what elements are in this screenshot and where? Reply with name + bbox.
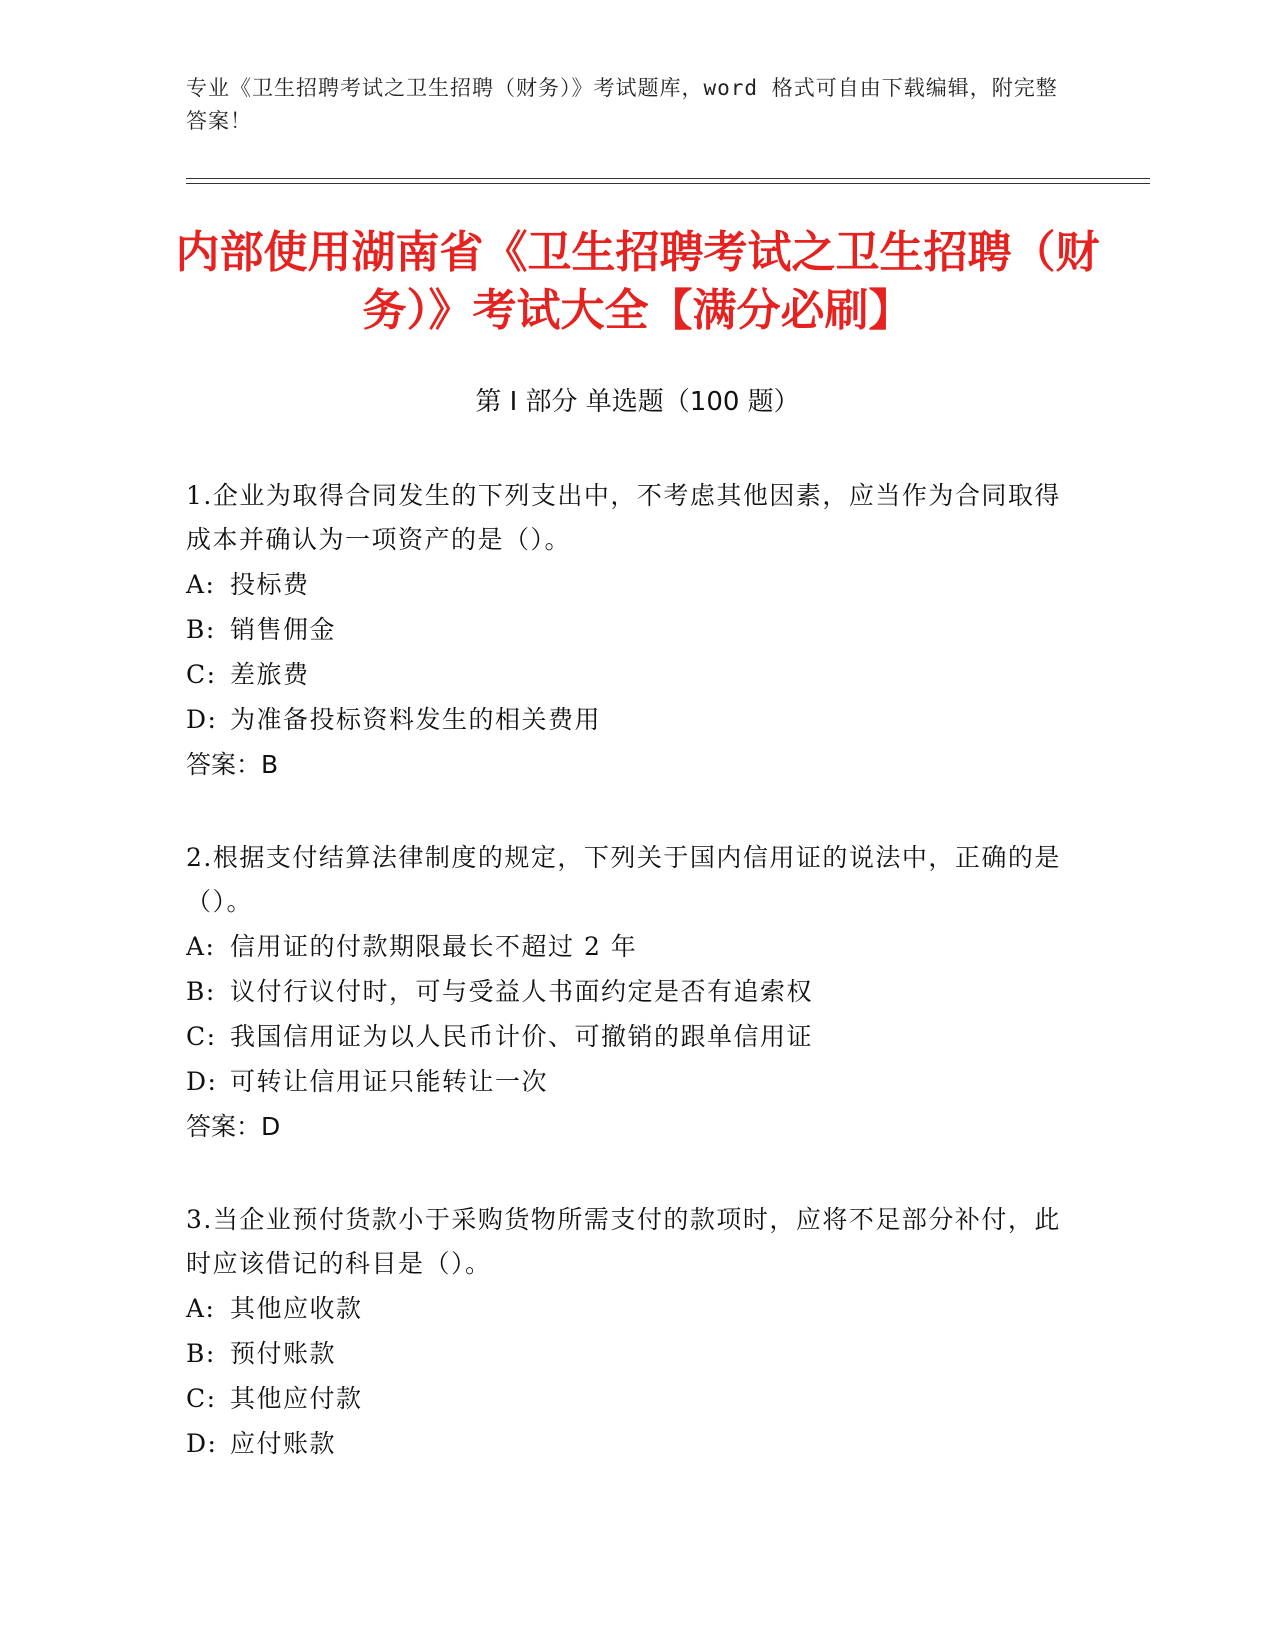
question-text: 3.当企业预付货款小于采购货物所需支付的款项时，应将不足部分补付，此时应该借记的科目是（）。	[186, 1205, 1061, 1278]
option-text: 为准备投标资料发生的相关费用	[230, 705, 602, 734]
option-key: A:	[186, 932, 216, 961]
document-title: 内部使用湖南省《卫生招聘考试之卫生招聘（财务）》考试大全【满分必刷】	[175, 227, 1100, 336]
option-a	[186, 562, 1066, 607]
option-text: 我国信用证为以人民币计价、可撤销的跟单信用证	[230, 1022, 814, 1051]
option-a	[186, 1286, 1066, 1331]
option-b	[186, 607, 1066, 652]
option-key: C:	[186, 1022, 217, 1051]
option-key: A:	[186, 1294, 216, 1323]
section-title: 第 I 部分 单选题（100 题）	[475, 387, 800, 417]
option-b	[186, 1331, 1066, 1376]
option-key: A:	[186, 570, 216, 599]
option-key: B:	[186, 1339, 216, 1368]
option-key: B:	[186, 977, 216, 1006]
question-2	[186, 836, 1066, 1149]
option-d	[186, 697, 1066, 742]
option-text: 差旅费	[230, 660, 310, 689]
header-divider-bottom	[186, 183, 1150, 184]
option-a	[186, 924, 1066, 969]
option-c	[186, 1014, 1066, 1059]
option-text: 销售佣金	[230, 615, 337, 644]
question-3	[186, 1198, 1066, 1466]
option-key: D:	[186, 705, 218, 734]
option-b	[186, 969, 1066, 1014]
option-key: C:	[186, 1384, 217, 1413]
answer-line: 答案：D	[186, 1112, 281, 1141]
option-text: 可转让信用证只能转让一次	[230, 1067, 549, 1096]
option-d	[186, 1059, 1066, 1104]
option-d	[186, 1421, 1066, 1466]
option-key: D:	[186, 1429, 218, 1458]
option-key: B:	[186, 615, 216, 644]
option-key: D:	[186, 1067, 218, 1096]
answer-line: 答案：B	[186, 750, 279, 779]
option-text: 预付账款	[230, 1339, 337, 1368]
option-c	[186, 1376, 1066, 1421]
header-divider-top	[186, 178, 1150, 179]
option-text: 应付账款	[230, 1429, 337, 1458]
option-c	[186, 652, 1066, 697]
option-text: 其他应收款	[230, 1294, 363, 1323]
question-text: 1.企业为取得合同发生的下列支出中，不考虑其他因素，应当作为合同取得成本并确认为一项资产的是（）。	[186, 481, 1061, 554]
option-text: 投标费	[230, 570, 310, 599]
option-key: C:	[186, 660, 217, 689]
option-text: 议付行议付时，可与受益人书面约定是否有追索权	[230, 977, 814, 1006]
question-text: 2.根据支付结算法律制度的规定，下列关于国内信用证的说法中，正确的是（）。	[186, 843, 1061, 916]
question-1	[186, 474, 1066, 787]
option-text: 信用证的付款期限最长不超过 2 年	[230, 932, 638, 961]
header-note: 专业《卫生招聘考试之卫生招聘（财务）》考试题库，word 格式可自由下载编辑，附完整答案！	[186, 76, 1058, 133]
option-text: 其他应付款	[230, 1384, 363, 1413]
